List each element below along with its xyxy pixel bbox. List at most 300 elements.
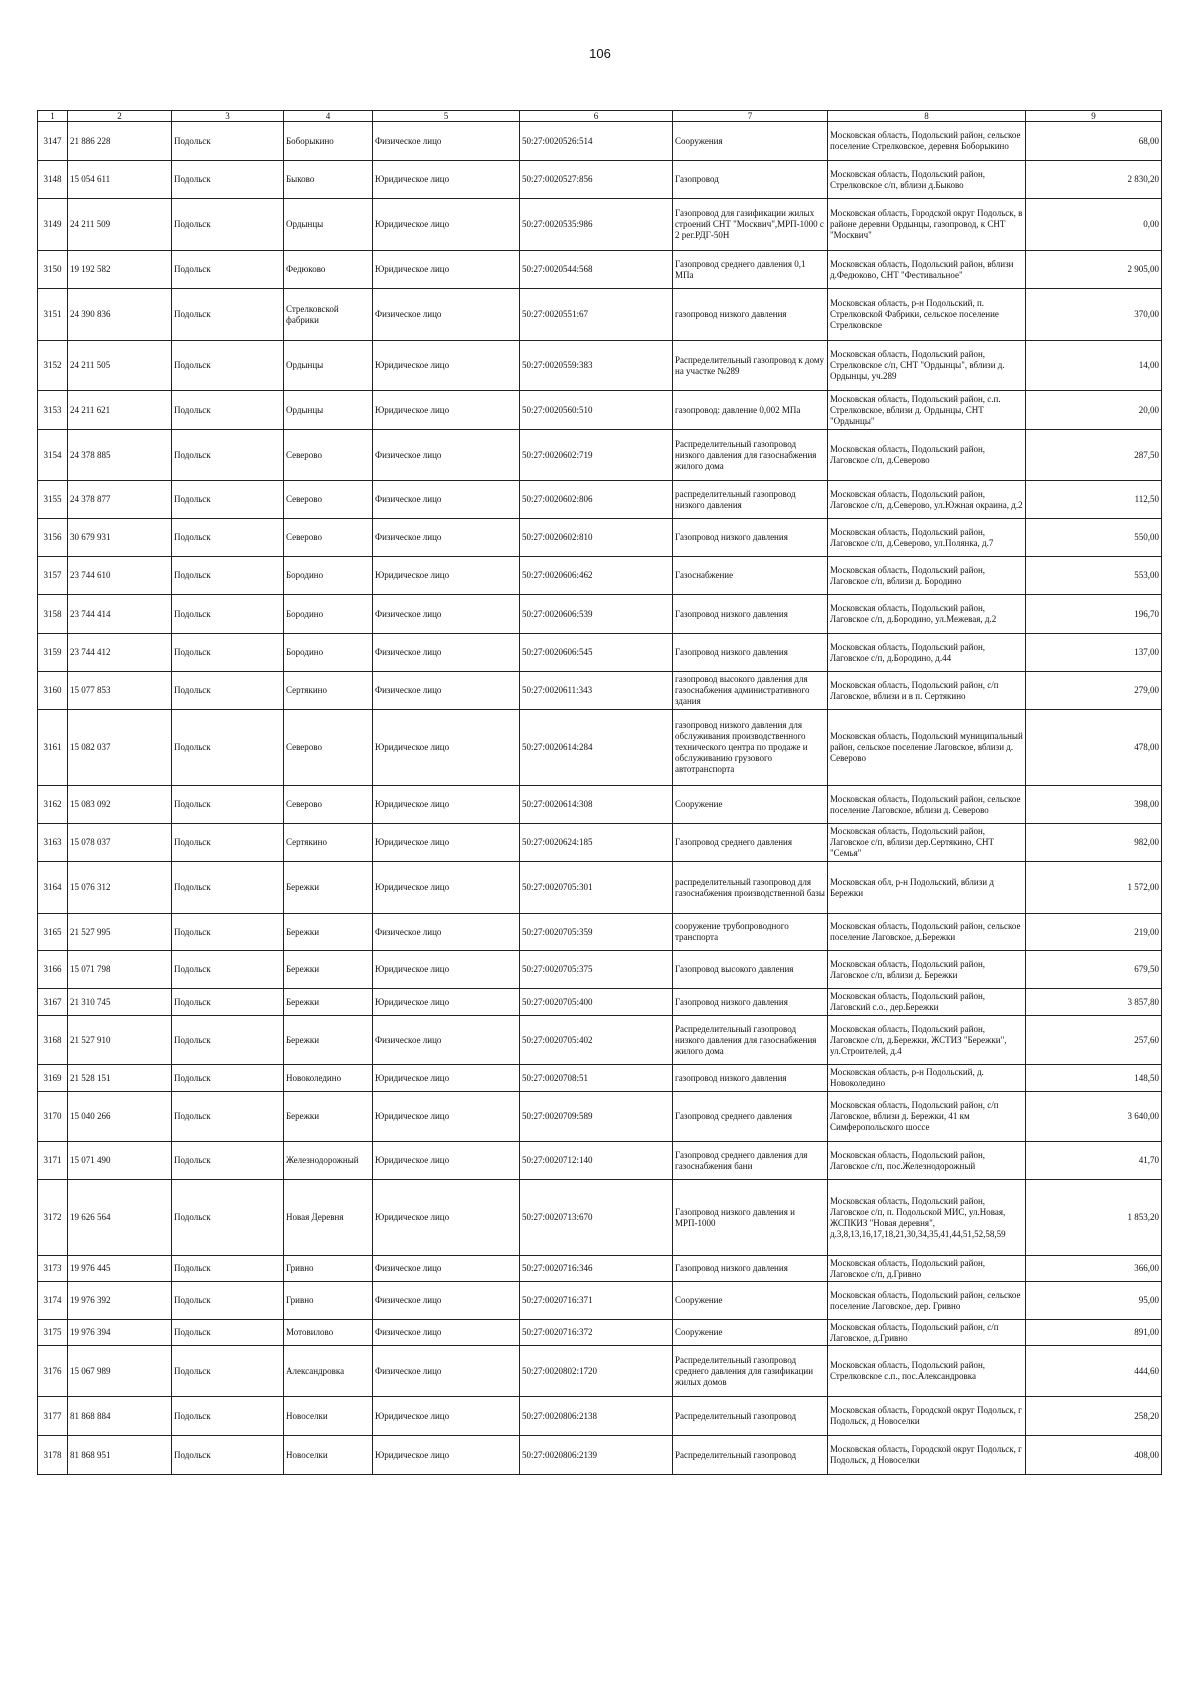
object-name-cell: Газопровод низкого давления — [673, 519, 828, 557]
owner-type-cell: Юридическое лицо — [373, 710, 520, 786]
record-id-cell: 19 626 564 — [68, 1180, 172, 1256]
cadastral-number-cell: 50:27:0020716:346 — [520, 1256, 673, 1282]
table-row — [38, 989, 1162, 1016]
object-name-cell: распределительный газопровод для газоснабжения производственной базы — [673, 862, 828, 914]
table-row — [38, 430, 1162, 481]
object-name-cell: распределительный газопровод низкого давления — [673, 481, 828, 519]
object-name-cell: Распределительный газопровод низкого давления для газоснабжения жилого дома — [673, 1016, 828, 1065]
cadastral-number-cell: 50:27:0020560:510 — [520, 391, 673, 430]
object-name-cell: Распределительный газопровод среднего давления для газификации жилых домов — [673, 1346, 828, 1397]
record-id-cell: 21 310 745 — [68, 989, 172, 1016]
locality-cell: Северово — [284, 710, 373, 786]
record-id-cell: 19 192 582 — [68, 251, 172, 289]
table-row — [38, 1065, 1162, 1092]
table-row — [38, 1180, 1162, 1256]
object-name-cell: Сооружения — [673, 122, 828, 161]
object-name-cell: Газопровод низкого давления и МРП-1000 — [673, 1180, 828, 1256]
owner-type-cell: Юридическое лицо — [373, 862, 520, 914]
table-row — [38, 1256, 1162, 1282]
city-cell: Подольск — [172, 989, 284, 1016]
locality-cell: Новоколедино — [284, 1065, 373, 1092]
locality-cell: Бородино — [284, 557, 373, 595]
owner-type-cell: Юридическое лицо — [373, 391, 520, 430]
address-cell: Московская область, Подольский район, с/п Лаговское, вблизи и в п. Сертякино — [828, 672, 1026, 710]
owner-type-cell: Физическое лицо — [373, 634, 520, 672]
value-cell: 408,00 — [1026, 1436, 1162, 1475]
column-header: 3 — [172, 111, 284, 122]
object-name-cell: Газопровод — [673, 161, 828, 199]
row-number-cell: 3155 — [38, 481, 68, 519]
object-name-cell: Сооружение — [673, 1320, 828, 1346]
locality-cell: Стрелковской фабрики — [284, 289, 373, 341]
row-number-cell: 3151 — [38, 289, 68, 341]
owner-type-cell: Физическое лицо — [373, 1282, 520, 1320]
record-id-cell: 81 868 951 — [68, 1436, 172, 1475]
locality-cell: Железнодорожный — [284, 1142, 373, 1180]
value-cell: 20,00 — [1026, 391, 1162, 430]
locality-cell: Ордынцы — [284, 341, 373, 391]
row-number-cell: 3169 — [38, 1065, 68, 1092]
value-cell: 3 857,80 — [1026, 989, 1162, 1016]
object-name-cell: Сооружение — [673, 1282, 828, 1320]
cadastral-number-cell: 50:27:0020526:514 — [520, 122, 673, 161]
value-cell: 478,00 — [1026, 710, 1162, 786]
row-number-cell: 3178 — [38, 1436, 68, 1475]
city-cell: Подольск — [172, 1320, 284, 1346]
city-cell: Подольск — [172, 595, 284, 634]
table-row — [38, 161, 1162, 199]
value-cell: 196,70 — [1026, 595, 1162, 634]
locality-cell: Бережки — [284, 1016, 373, 1065]
locality-cell: Северово — [284, 430, 373, 481]
city-cell: Подольск — [172, 951, 284, 989]
table-row — [38, 862, 1162, 914]
address-cell: Московская область, Подольский район, Стрелковское с/п, СНТ "Ордынцы", вблизи д. Ордынцы, уч.289 — [828, 341, 1026, 391]
address-cell: Московская область, Подольский район, Лаговское с/п, д.Северово, ул.Южная окраина, д.2 — [828, 481, 1026, 519]
value-cell: 1 853,20 — [1026, 1180, 1162, 1256]
object-name-cell: Газопровод высокого давления — [673, 951, 828, 989]
address-cell: Московская область, Подольский район, Стрелковское с.п., пос.Александровка — [828, 1346, 1026, 1397]
city-cell: Подольск — [172, 1142, 284, 1180]
cadastral-number-cell: 50:27:0020708:51 — [520, 1065, 673, 1092]
object-name-cell: газопровод низкого давления — [673, 289, 828, 341]
registry-table — [37, 110, 1162, 1475]
address-cell: Московская область, Подольский район, Лаговское с/п, пос.Железнодорожный — [828, 1142, 1026, 1180]
owner-type-cell: Юридическое лицо — [373, 786, 520, 824]
column-header: 4 — [284, 111, 373, 122]
owner-type-cell: Физическое лицо — [373, 1256, 520, 1282]
row-number-cell: 3148 — [38, 161, 68, 199]
locality-cell: Бережки — [284, 989, 373, 1016]
city-cell: Подольск — [172, 341, 284, 391]
row-number-cell: 3175 — [38, 1320, 68, 1346]
table-row — [38, 710, 1162, 786]
address-cell: Московская область, Подольский район, Лаговское с/п, д.Гривно — [828, 1256, 1026, 1282]
address-cell: Московская область, Подольский район, Лаговское с/п, п. Подольской МИС, ул.Новая, ЖСПКИЗ "Новая деревня", д.3,8,13,16,17,18,21,30,34,35,41,44,51,52,58,59 — [828, 1180, 1026, 1256]
record-id-cell: 30 679 931 — [68, 519, 172, 557]
cadastral-number-cell: 50:27:0020527:856 — [520, 161, 673, 199]
record-id-cell: 19 976 445 — [68, 1256, 172, 1282]
owner-type-cell: Юридическое лицо — [373, 251, 520, 289]
address-cell: Московская область, Подольский район, Лаговское с/п, д.Бережки, ЖСТИЗ "Бережки", ул.Строителей, д.4 — [828, 1016, 1026, 1065]
table-row — [38, 341, 1162, 391]
cadastral-number-cell: 50:27:0020802:1720 — [520, 1346, 673, 1397]
cadastral-number-cell: 50:27:0020606:462 — [520, 557, 673, 595]
record-id-cell: 24 211 505 — [68, 341, 172, 391]
table-row — [38, 122, 1162, 161]
value-cell: 1 572,00 — [1026, 862, 1162, 914]
object-name-cell: Распределительный газопровод к дому на участке №289 — [673, 341, 828, 391]
value-cell: 679,50 — [1026, 951, 1162, 989]
value-cell: 287,50 — [1026, 430, 1162, 481]
record-id-cell: 19 976 392 — [68, 1282, 172, 1320]
locality-cell: Боборыкино — [284, 122, 373, 161]
row-number-cell: 3165 — [38, 914, 68, 951]
object-name-cell: газопровод низкого давления для обслуживания производственного технического центра по продаже и обслуживанию грузового автотранспорта — [673, 710, 828, 786]
owner-type-cell: Физическое лицо — [373, 672, 520, 710]
city-cell: Подольск — [172, 1016, 284, 1065]
value-cell: 444,60 — [1026, 1346, 1162, 1397]
cadastral-number-cell: 50:27:0020705:301 — [520, 862, 673, 914]
address-cell: Московская область, Подольский район, Стрелковское с/п, вблизи д.Быково — [828, 161, 1026, 199]
owner-type-cell: Физическое лицо — [373, 519, 520, 557]
cadastral-number-cell: 50:27:0020559:383 — [520, 341, 673, 391]
city-cell: Подольск — [172, 1092, 284, 1142]
locality-cell: Северово — [284, 481, 373, 519]
address-cell: Московская область, Городской округ Подольск, г Подольск, д Новоселки — [828, 1397, 1026, 1436]
value-cell: 112,50 — [1026, 481, 1162, 519]
cadastral-number-cell: 50:27:0020614:308 — [520, 786, 673, 824]
owner-type-cell: Физическое лицо — [373, 289, 520, 341]
value-cell: 95,00 — [1026, 1282, 1162, 1320]
owner-type-cell: Юридическое лицо — [373, 199, 520, 251]
record-id-cell: 21 527 910 — [68, 1016, 172, 1065]
city-cell: Подольск — [172, 1256, 284, 1282]
address-cell: Московская область, Подольский район, Лаговское с/п, вблизи д. Бородино — [828, 557, 1026, 595]
record-id-cell: 15 067 989 — [68, 1346, 172, 1397]
object-name-cell: сооружение трубопроводного транспорта — [673, 914, 828, 951]
row-number-cell: 3161 — [38, 710, 68, 786]
table-row — [38, 1092, 1162, 1142]
cadastral-number-cell: 50:27:0020705:402 — [520, 1016, 673, 1065]
address-cell: Московская область, р-н Подольский, д. Новоколедино — [828, 1065, 1026, 1092]
row-number-cell: 3168 — [38, 1016, 68, 1065]
owner-type-cell: Юридическое лицо — [373, 1065, 520, 1092]
locality-cell: Ордынцы — [284, 391, 373, 430]
address-cell: Московская область, Подольский район, Лаговское с/п, д.Северово, ул.Полянка, д.7 — [828, 519, 1026, 557]
address-cell: Московская область, Городской округ Подольск, г Подольск, д Новоселки — [828, 1436, 1026, 1475]
record-id-cell: 24 378 877 — [68, 481, 172, 519]
value-cell: 137,00 — [1026, 634, 1162, 672]
city-cell: Подольск — [172, 1397, 284, 1436]
cadastral-number-cell: 50:27:0020611:343 — [520, 672, 673, 710]
object-name-cell: Распределительный газопровод — [673, 1436, 828, 1475]
city-cell: Подольск — [172, 199, 284, 251]
record-id-cell: 24 211 509 — [68, 199, 172, 251]
address-cell: Московская область, Подольский район, с/п Лаговское, вблизи д. Бережки, 41 км Симферопольского шоссе — [828, 1092, 1026, 1142]
owner-type-cell: Юридическое лицо — [373, 1397, 520, 1436]
row-number-cell: 3149 — [38, 199, 68, 251]
address-cell: Московская область, Подольский район, сельское поселение Лаговское, д.Бережки — [828, 914, 1026, 951]
record-id-cell: 21 528 151 — [68, 1065, 172, 1092]
city-cell: Подольск — [172, 672, 284, 710]
cadastral-number-cell: 50:27:0020716:372 — [520, 1320, 673, 1346]
address-cell: Московская область, Подольский район, сельское поселение Стрелковское, деревня Боборыкино — [828, 122, 1026, 161]
city-cell: Подольск — [172, 1346, 284, 1397]
cadastral-number-cell: 50:27:0020602:806 — [520, 481, 673, 519]
city-cell: Подольск — [172, 481, 284, 519]
locality-cell: Бородино — [284, 634, 373, 672]
cadastral-number-cell: 50:27:0020806:2139 — [520, 1436, 673, 1475]
cadastral-number-cell: 50:27:0020713:670 — [520, 1180, 673, 1256]
table-row — [38, 914, 1162, 951]
locality-cell: Сертякино — [284, 824, 373, 862]
table-row — [38, 391, 1162, 430]
value-cell: 68,00 — [1026, 122, 1162, 161]
object-name-cell: Газопровод низкого давления — [673, 595, 828, 634]
locality-cell: Ордынцы — [284, 199, 373, 251]
object-name-cell: Газопровод низкого давления — [673, 989, 828, 1016]
city-cell: Подольск — [172, 914, 284, 951]
owner-type-cell: Физическое лицо — [373, 1016, 520, 1065]
page-number: 106 — [589, 46, 611, 61]
city-cell: Подольск — [172, 430, 284, 481]
record-id-cell: 21 886 228 — [68, 122, 172, 161]
table-row — [38, 1016, 1162, 1065]
record-id-cell: 15 077 853 — [68, 672, 172, 710]
locality-cell: Северово — [284, 519, 373, 557]
object-name-cell: газопровод: давление 0,002 МПа — [673, 391, 828, 430]
owner-type-cell: Юридическое лицо — [373, 1436, 520, 1475]
object-name-cell: Газоснабжение — [673, 557, 828, 595]
record-id-cell: 15 082 037 — [68, 710, 172, 786]
table-row — [38, 595, 1162, 634]
table-row — [38, 1397, 1162, 1436]
city-cell: Подольск — [172, 557, 284, 595]
locality-cell: Северово — [284, 786, 373, 824]
cadastral-number-cell: 50:27:0020606:539 — [520, 595, 673, 634]
object-name-cell: Газопровод низкого давления — [673, 634, 828, 672]
address-cell: Московская область, Подольский район, вблизи д.Федюково, СНТ "Фестивальное" — [828, 251, 1026, 289]
row-number-cell: 3156 — [38, 519, 68, 557]
table-row — [38, 951, 1162, 989]
owner-type-cell: Юридическое лицо — [373, 951, 520, 989]
row-number-cell: 3164 — [38, 862, 68, 914]
locality-cell: Бородино — [284, 595, 373, 634]
object-name-cell: Сооружение — [673, 786, 828, 824]
value-cell: 41,70 — [1026, 1142, 1162, 1180]
owner-type-cell: Физическое лицо — [373, 122, 520, 161]
owner-type-cell: Юридическое лицо — [373, 1092, 520, 1142]
address-cell: Московская область, Подольский район, Лаговское с/п, д.Северово — [828, 430, 1026, 481]
address-cell: Московская область, р-н Подольский, п. Стрелковской Фабрики, сельское поселение Стрелковское — [828, 289, 1026, 341]
record-id-cell: 15 083 092 — [68, 786, 172, 824]
table-row — [38, 1282, 1162, 1320]
row-number-cell: 3173 — [38, 1256, 68, 1282]
value-cell: 366,00 — [1026, 1256, 1162, 1282]
address-cell: Московская область, Подольский район, с/п Лаговское, д.Гривно — [828, 1320, 1026, 1346]
locality-cell: Новая Деревня — [284, 1180, 373, 1256]
row-number-cell: 3176 — [38, 1346, 68, 1397]
locality-cell: Бережки — [284, 951, 373, 989]
owner-type-cell: Физическое лицо — [373, 914, 520, 951]
city-cell: Подольск — [172, 1282, 284, 1320]
table-row — [38, 519, 1162, 557]
row-number-cell: 3162 — [38, 786, 68, 824]
locality-cell: Гривно — [284, 1282, 373, 1320]
record-id-cell: 15 076 312 — [68, 862, 172, 914]
record-id-cell: 15 071 490 — [68, 1142, 172, 1180]
value-cell: 982,00 — [1026, 824, 1162, 862]
city-cell: Подольск — [172, 391, 284, 430]
record-id-cell: 15 071 798 — [68, 951, 172, 989]
object-name-cell: Газопровод среднего давления 0,1 МПа — [673, 251, 828, 289]
cadastral-number-cell: 50:27:0020705:375 — [520, 951, 673, 989]
value-cell: 258,20 — [1026, 1397, 1162, 1436]
row-number-cell: 3153 — [38, 391, 68, 430]
column-number-row — [38, 111, 1162, 122]
locality-cell: Бережки — [284, 862, 373, 914]
city-cell: Подольск — [172, 251, 284, 289]
table-row — [38, 1436, 1162, 1475]
owner-type-cell: Юридическое лицо — [373, 989, 520, 1016]
cadastral-number-cell: 50:27:0020602:719 — [520, 430, 673, 481]
owner-type-cell: Юридическое лицо — [373, 824, 520, 862]
cadastral-number-cell: 50:27:0020544:568 — [520, 251, 673, 289]
row-number-cell: 3163 — [38, 824, 68, 862]
locality-cell: Федюково — [284, 251, 373, 289]
value-cell: 553,00 — [1026, 557, 1162, 595]
value-cell: 0,00 — [1026, 199, 1162, 251]
owner-type-cell: Физическое лицо — [373, 1346, 520, 1397]
table-row — [38, 481, 1162, 519]
address-cell: Московская обл, р-н Подольский, вблизи д Бережки — [828, 862, 1026, 914]
column-header: 7 — [673, 111, 828, 122]
record-id-cell: 24 211 621 — [68, 391, 172, 430]
cadastral-number-cell: 50:27:0020606:545 — [520, 634, 673, 672]
record-id-cell: 15 078 037 — [68, 824, 172, 862]
table-row — [38, 672, 1162, 710]
address-cell: Московская область, Подольский район, сельское поселение Лаговское, дер. Гривно — [828, 1282, 1026, 1320]
row-number-cell: 3160 — [38, 672, 68, 710]
city-cell: Подольск — [172, 786, 284, 824]
value-cell: 14,00 — [1026, 341, 1162, 391]
city-cell: Подольск — [172, 289, 284, 341]
value-cell: 148,50 — [1026, 1065, 1162, 1092]
city-cell: Подольск — [172, 519, 284, 557]
cadastral-number-cell: 50:27:0020535:986 — [520, 199, 673, 251]
address-cell: Московская область, Подольский район, Лаговский с.о., дер.Бережки — [828, 989, 1026, 1016]
city-cell: Подольск — [172, 161, 284, 199]
value-cell: 370,00 — [1026, 289, 1162, 341]
locality-cell: Гривно — [284, 1256, 373, 1282]
cadastral-number-cell: 50:27:0020712:140 — [520, 1142, 673, 1180]
owner-type-cell: Физическое лицо — [373, 481, 520, 519]
cadastral-number-cell: 50:27:0020551:67 — [520, 289, 673, 341]
cadastral-number-cell: 50:27:0020705:359 — [520, 914, 673, 951]
record-id-cell: 24 390 836 — [68, 289, 172, 341]
city-cell: Подольск — [172, 122, 284, 161]
table-row — [38, 289, 1162, 341]
record-id-cell: 23 744 610 — [68, 557, 172, 595]
record-id-cell: 23 744 414 — [68, 595, 172, 634]
object-name-cell: Газопровод низкого давления — [673, 1256, 828, 1282]
locality-cell: Новоселки — [284, 1397, 373, 1436]
value-cell: 279,00 — [1026, 672, 1162, 710]
locality-cell: Бережки — [284, 1092, 373, 1142]
row-number-cell: 3154 — [38, 430, 68, 481]
object-name-cell: Газопровод среднего давления — [673, 1092, 828, 1142]
city-cell: Подольск — [172, 1436, 284, 1475]
address-cell: Московская область, Подольский район, Лаговское с/п, вблизи дер.Сертякино, СНТ "Семья" — [828, 824, 1026, 862]
row-number-cell: 3174 — [38, 1282, 68, 1320]
object-name-cell: Распределительный газопровод низкого давления для газоснабжения жилого дома — [673, 430, 828, 481]
object-name-cell: Газопровод для газификации жилых строений СНТ "Москвич",МРП-1000 с 2 рег.РДГ-50Н — [673, 199, 828, 251]
table-row — [38, 199, 1162, 251]
column-header: 6 — [520, 111, 673, 122]
city-cell: Подольск — [172, 710, 284, 786]
value-cell: 3 640,00 — [1026, 1092, 1162, 1142]
locality-cell: Быково — [284, 161, 373, 199]
locality-cell: Новоселки — [284, 1436, 373, 1475]
owner-type-cell: Юридическое лицо — [373, 1142, 520, 1180]
column-header: 2 — [68, 111, 172, 122]
object-name-cell: Распределительный газопровод — [673, 1397, 828, 1436]
object-name-cell: газопровод низкого давления — [673, 1065, 828, 1092]
address-cell: Московская область, Подольский район, Лаговское с/п, вблизи д. Бережки — [828, 951, 1026, 989]
value-cell: 398,00 — [1026, 786, 1162, 824]
row-number-cell: 3159 — [38, 634, 68, 672]
record-id-cell: 24 378 885 — [68, 430, 172, 481]
row-number-cell: 3166 — [38, 951, 68, 989]
address-cell: Московская область, Подольский муниципальный район, сельское поселение Лаговское, вблизи д. Северово — [828, 710, 1026, 786]
owner-type-cell: Юридическое лицо — [373, 1180, 520, 1256]
row-number-cell: 3152 — [38, 341, 68, 391]
row-number-cell: 3158 — [38, 595, 68, 634]
locality-cell: Сертякино — [284, 672, 373, 710]
object-name-cell: Газопровод среднего давления для газоснабжения бани — [673, 1142, 828, 1180]
column-header: 5 — [373, 111, 520, 122]
value-cell: 2 830,20 — [1026, 161, 1162, 199]
city-cell: Подольск — [172, 824, 284, 862]
table-row — [38, 634, 1162, 672]
value-cell: 219,00 — [1026, 914, 1162, 951]
city-cell: Подольск — [172, 634, 284, 672]
table-row — [38, 1142, 1162, 1180]
record-id-cell: 19 976 394 — [68, 1320, 172, 1346]
address-cell: Московская область, Подольский район, сельское поселение Лаговское, вблизи д. Северово — [828, 786, 1026, 824]
row-number-cell: 3150 — [38, 251, 68, 289]
cadastral-number-cell: 50:27:0020624:185 — [520, 824, 673, 862]
row-number-cell: 3147 — [38, 122, 68, 161]
row-number-cell: 3157 — [38, 557, 68, 595]
owner-type-cell: Юридическое лицо — [373, 161, 520, 199]
registry-body — [38, 122, 1162, 1475]
cadastral-number-cell: 50:27:0020614:284 — [520, 710, 673, 786]
record-id-cell: 15 054 611 — [68, 161, 172, 199]
value-cell: 891,00 — [1026, 1320, 1162, 1346]
record-id-cell: 81 868 884 — [68, 1397, 172, 1436]
table-row — [38, 1346, 1162, 1397]
address-cell: Московская область, Городской округ Подольск, в районе деревни Ордынцы, газопровод, к СНТ "Москвич" — [828, 199, 1026, 251]
city-cell: Подольск — [172, 1065, 284, 1092]
address-cell: Московская область, Подольский район, Лаговское с/п, д.Бородино, д.44 — [828, 634, 1026, 672]
owner-type-cell: Физическое лицо — [373, 595, 520, 634]
cadastral-number-cell: 50:27:0020602:810 — [520, 519, 673, 557]
row-number-cell: 3177 — [38, 1397, 68, 1436]
address-cell: Московская область, Подольский район, с.п. Стрелковское, вблизи д. Ордынцы, СНТ "Ордынцы" — [828, 391, 1026, 430]
row-number-cell: 3172 — [38, 1180, 68, 1256]
